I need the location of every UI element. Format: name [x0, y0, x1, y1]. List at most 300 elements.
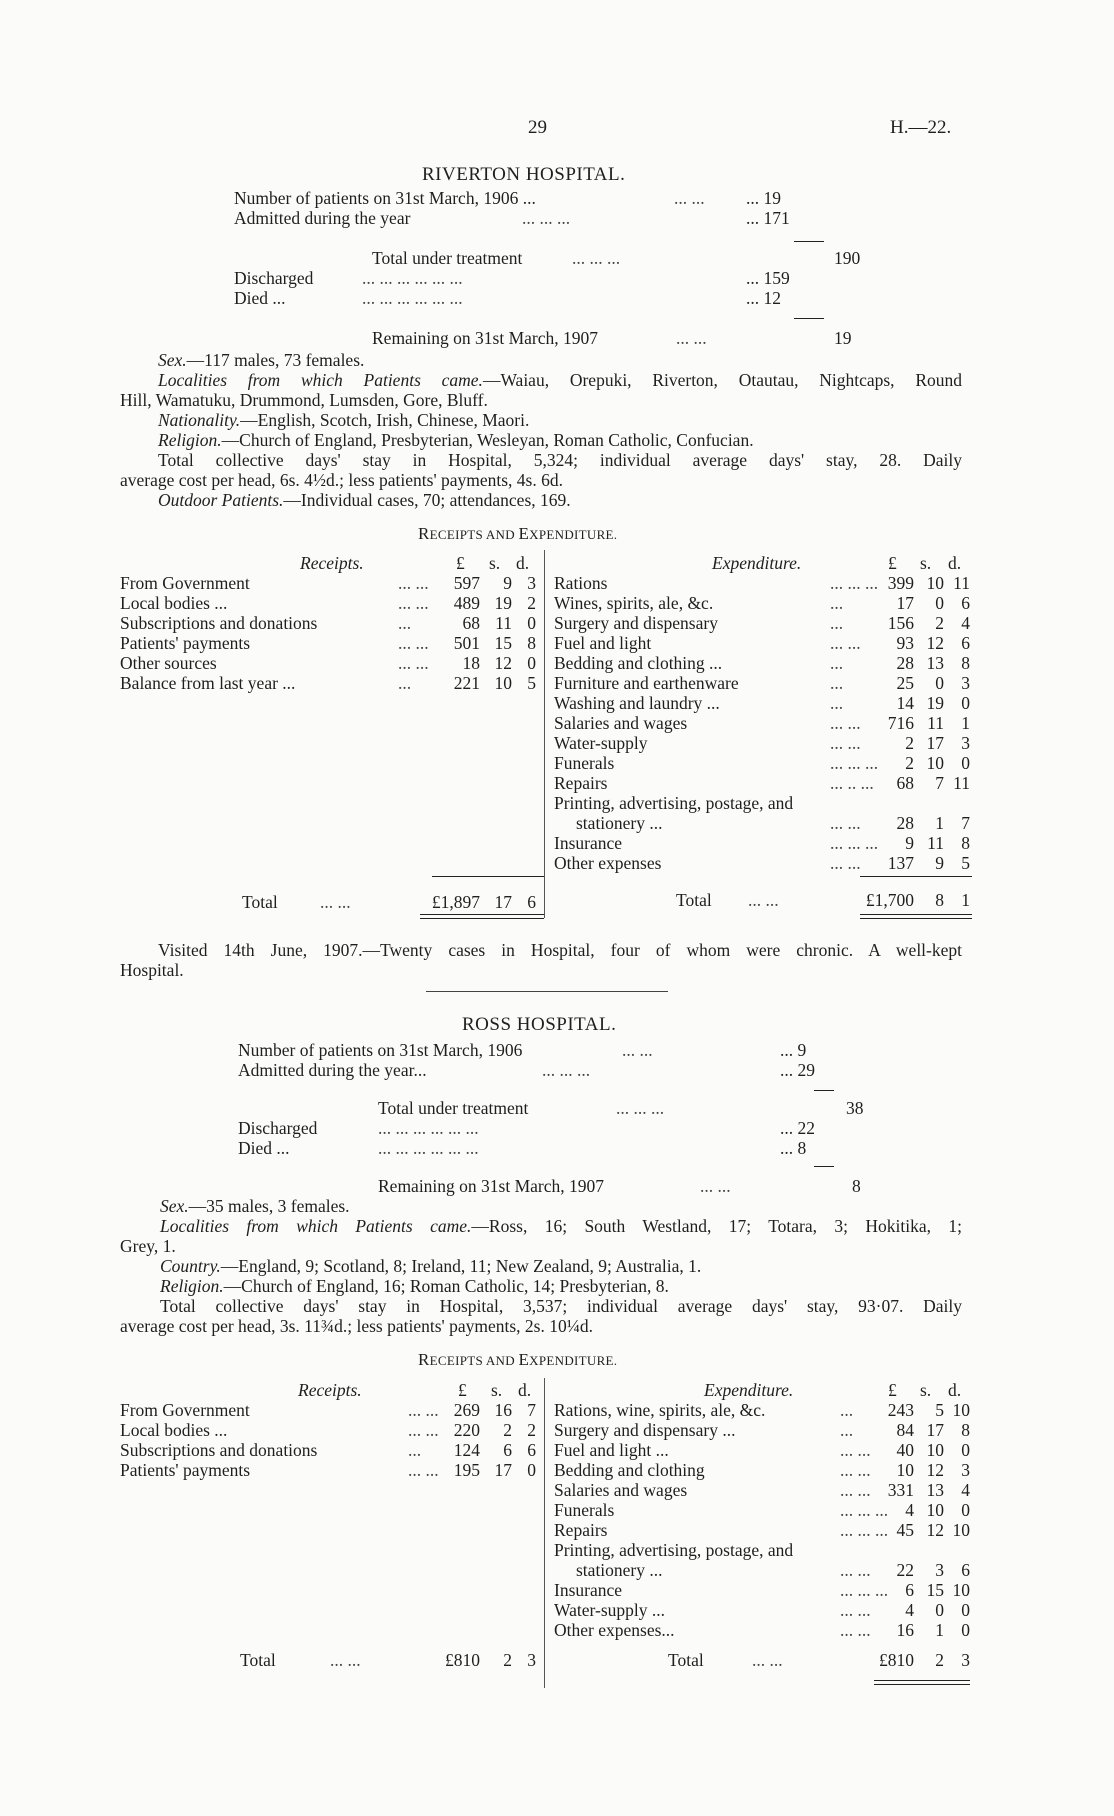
ross-title: ROSS HOSPITAL. — [462, 1014, 617, 1035]
ledger-item-label: Other expenses — [554, 853, 662, 873]
title-initial: R — [418, 524, 430, 543]
ledger-item-dots: ... ... ... — [830, 573, 879, 593]
ledger-item-dots: ... .. ... — [830, 773, 874, 793]
ledger-item-label: Rations, wine, spirits, ale, &c. — [554, 1400, 766, 1420]
ledger-item-pounds: 9 — [905, 833, 914, 853]
ledger-item-shillings: 10 — [494, 673, 512, 693]
ledger-item-shillings: 12 — [494, 653, 512, 673]
ledger-item-pounds: 28 — [896, 653, 914, 673]
ledger-item-label: Wines, spirits, ale, &c. — [554, 593, 714, 613]
riverton-stat-row: Admitted during the year — [234, 208, 411, 228]
riverton-localities-continued: Hill, Wamatuku, Drummond, Lumsden, Gore, Bluff. — [120, 390, 488, 410]
subtotal-rule — [794, 318, 824, 319]
ledger-item-label: Local bodies ... — [120, 593, 228, 613]
receipts-total-pounds: £810 — [445, 1650, 480, 1670]
ledger-item-dots: ... — [830, 613, 844, 633]
double-rule — [860, 914, 972, 915]
ledger-item-shillings: 13 — [926, 653, 944, 673]
ledger-item-dots: ... — [840, 1400, 854, 1420]
ledger-item-shillings: 1 — [935, 1620, 944, 1640]
expenditure-heading: Expenditure. — [704, 1380, 794, 1400]
ross-stat-dots: ... ... ... — [542, 1060, 591, 1080]
ledger-item-pence: 7 — [527, 1400, 536, 1420]
riverton-outdoor-line — [158, 490, 571, 510]
ledger-item-dots: ... ... ... — [840, 1580, 889, 1600]
ledger-item-pence: 8 — [961, 653, 970, 673]
ledger-item-shillings: 12 — [926, 1520, 944, 1540]
title-initial: E — [518, 1350, 530, 1369]
ledger-item-pounds: 220 — [453, 1420, 480, 1440]
ledger-item-pounds: 124 — [453, 1440, 480, 1460]
title-initial: E — [518, 524, 530, 543]
ledger-item-dots: ... ... — [398, 633, 429, 653]
ledger-item-label: Water-supply — [554, 733, 648, 753]
subtotal-rule — [794, 241, 824, 242]
ledger-item-label: Other sources — [120, 653, 217, 673]
ledger-item-label: Insurance — [554, 833, 623, 853]
riverton-stat-dots: ... ... — [674, 188, 705, 208]
col-pounds: £ — [888, 1380, 897, 1400]
ledger-item-pence: 0 — [961, 753, 970, 773]
ledger-item-pounds: 14 — [896, 693, 914, 713]
ledger-item-pounds: 18 — [462, 653, 480, 673]
ledger-item-shillings: 0 — [935, 673, 944, 693]
ledger-item-pounds: 399 — [887, 573, 914, 593]
ledger-item-label: Surgery and dispensary ... — [554, 1420, 736, 1440]
ledger-item-dots: ... ... — [398, 593, 429, 613]
ledger-item-dots: ... — [408, 1440, 422, 1460]
ross-remaining-label: Remaining on 31st March, 1907 — [378, 1176, 605, 1196]
ledger-item-pence: 10 — [952, 1520, 970, 1540]
ross-stat-dots: ... ... — [622, 1040, 653, 1060]
ledger-item-label: Funerals — [554, 753, 615, 773]
ledger-item-shillings: 6 — [503, 1440, 512, 1460]
riverton-visit-line-continued: Hospital. — [120, 960, 184, 980]
ledger-item-pounds: 195 — [453, 1460, 480, 1480]
ledger-item-dots: ... — [830, 673, 844, 693]
ledger-item-label: Fuel and light — [554, 633, 652, 653]
ledger-item-shillings: 19 — [926, 693, 944, 713]
ledger-item-pence: 6 — [961, 1560, 970, 1580]
receipts-total-label: Total — [242, 892, 278, 912]
ross-total-label: Total under treatment — [378, 1098, 529, 1118]
ross-died-value: ... 8 — [780, 1138, 807, 1158]
ross-sex-label: Sex. — [160, 1196, 189, 1216]
expenditure-total-dots: ... ... — [752, 1650, 783, 1670]
ledger-item-dots: ... — [830, 653, 844, 673]
expenditure-total-pounds: £810 — [879, 1650, 914, 1670]
riverton-stat-value: ... 19 — [746, 188, 781, 208]
col-pounds: £ — [456, 553, 465, 573]
ledger-item-label: Repairs — [554, 773, 608, 793]
ledger-item-pence: 10 — [952, 1400, 970, 1420]
ledger-item-dots: ... — [398, 613, 412, 633]
ledger-item-shillings: 0 — [935, 593, 944, 613]
double-rule — [420, 914, 544, 915]
ledger-item-pounds: 2 — [905, 753, 914, 773]
ledger-item-pounds: 45 — [896, 1520, 914, 1540]
ross-discharged-label: Discharged — [238, 1118, 318, 1138]
ledger-item-dots: ... ... — [840, 1560, 871, 1580]
receipts-total-pounds: £1,897 — [431, 892, 480, 912]
ross-stat-value: ... 29 — [780, 1060, 815, 1080]
ross-remaining-dots: ... ... — [700, 1176, 731, 1196]
expenditure-total-pounds: £1,700 — [865, 890, 914, 910]
ross-accounts-title — [418, 1350, 617, 1370]
ross-localities-continued: Grey, 1. — [120, 1236, 176, 1256]
ledger-item-pence: 7 — [961, 813, 970, 833]
ledger-item-pounds: 331 — [887, 1480, 914, 1500]
ledger-item-pounds: 68 — [896, 773, 914, 793]
title-rest: ECEIPTS AND — [429, 1353, 519, 1368]
ross-stat-value: ... 9 — [780, 1040, 807, 1060]
total-rule — [860, 876, 972, 877]
ledger-item-pence: 8 — [527, 633, 536, 653]
riverton-sex-line — [158, 350, 364, 370]
ledger-item-label: Salaries and wages — [554, 713, 688, 733]
ledger-item-pounds: 137 — [887, 853, 914, 873]
riverton-discharged-label: Discharged — [234, 268, 314, 288]
ledger-item-dots: ... ... — [408, 1400, 439, 1420]
ledger-item-pounds: 84 — [896, 1420, 914, 1440]
ledger-item-dots: ... ... — [840, 1460, 871, 1480]
receipts-heading: Receipts. — [300, 553, 364, 573]
ledger-item-pence: 6 — [961, 593, 970, 613]
riverton-religion-text: —Church of England, Presbyterian, Wesleyan, Roman Catholic, Confucian. — [221, 430, 754, 450]
ledger-item-shillings: 9 — [503, 573, 512, 593]
ledger-item-dots: ... ... — [840, 1480, 871, 1500]
col-pence: d. — [948, 553, 962, 573]
ledger-item-shillings: 0 — [935, 1600, 944, 1620]
ledger-item-dots: ... ... — [398, 573, 429, 593]
ledger-item-label: Washing and laundry ... — [554, 693, 720, 713]
expenditure-total-shillings: 8 — [935, 890, 944, 910]
ledger-item-pence: 4 — [961, 1480, 970, 1500]
receipts-heading: Receipts. — [298, 1380, 362, 1400]
ledger-item-pounds: 269 — [453, 1400, 480, 1420]
col-pence: d. — [518, 1380, 532, 1400]
ross-days-line: Total collective days' stay in Hospital, 3,537; individual average days' stay, 93·07. Daily — [160, 1296, 962, 1316]
ross-days-line-continued: average cost per head, 3s. 11¾d.; less patients' payments, 2s. 10¼d. — [120, 1316, 593, 1336]
ledger-item-pence: 1 — [961, 713, 970, 733]
ledger-item-dots: ... ... ... — [840, 1520, 889, 1540]
ledger-item-shillings: 12 — [926, 1460, 944, 1480]
ledger-item-label: Rations — [554, 573, 608, 593]
title-rest: XPENDITURE. — [529, 527, 618, 542]
riverton-stat-row: Number of patients on 31st March, 1906 ... — [234, 188, 536, 208]
riverton-remaining-label: Remaining on 31st March, 1907 — [372, 328, 599, 348]
ledger-item-shillings: 12 — [926, 633, 944, 653]
receipts-total-shillings: 2 — [503, 1650, 512, 1670]
double-rule — [420, 918, 544, 919]
ledger-item-shillings: 10 — [926, 1500, 944, 1520]
expenditure-total-label: Total — [676, 890, 712, 910]
col-shillings: s. — [489, 553, 501, 573]
riverton-discharged-value: ... 159 — [746, 268, 790, 288]
ledger-item-pence: 0 — [527, 1460, 536, 1480]
ross-died-label: Died ... — [238, 1138, 290, 1158]
ledger-item-dots: ... ... — [840, 1440, 871, 1460]
ledger-item-pence: 8 — [961, 1420, 970, 1440]
ledger-item-label: Subscriptions and donations — [120, 613, 318, 633]
ledger-item-shillings: 2 — [935, 613, 944, 633]
receipts-total-dots: ... ... — [330, 1650, 361, 1670]
riverton-localities-label: Localities from which Patients came. — [158, 370, 483, 390]
ledger-item-label: Printing, advertising, postage, and — [554, 793, 794, 813]
ledger-item-pence: 0 — [527, 653, 536, 673]
ledger-item-pounds: 4 — [905, 1500, 914, 1520]
ledger-item-dots: ... — [830, 693, 844, 713]
riverton-localities-line — [158, 370, 962, 390]
ledger-item-pounds: 25 — [896, 673, 914, 693]
ledger-item-shillings: 10 — [926, 573, 944, 593]
receipts-total-pence: 6 — [527, 892, 536, 912]
ross-sex-text: —35 males, 3 females. — [188, 1196, 350, 1216]
riverton-sex-text: —117 males, 73 females. — [186, 350, 365, 370]
riverton-religion-label: Religion. — [158, 430, 222, 450]
ledger-item-dots: ... — [840, 1420, 854, 1440]
ledger-item-shillings: 17 — [926, 733, 944, 753]
receipts-total-dots: ... ... — [320, 892, 351, 912]
expenditure-heading: Expenditure. — [712, 553, 802, 573]
document-reference: H.—22. — [890, 117, 952, 138]
ledger-item-dots: ... ... ... — [830, 753, 879, 773]
ledger-item-shillings: 17 — [926, 1420, 944, 1440]
double-rule — [874, 1684, 970, 1685]
ledger-item-pence: 8 — [961, 833, 970, 853]
ledger-item-shillings: 3 — [935, 1560, 944, 1580]
ledger-item-dots: ... ... — [830, 813, 861, 833]
ledger-item-dots: ... — [830, 593, 844, 613]
title-initial: R — [418, 1350, 430, 1369]
ledger-item-label: Water-supply ... — [554, 1600, 665, 1620]
ledger-item-shillings: 16 — [494, 1400, 512, 1420]
ledger-item-label: Other expenses... — [554, 1620, 675, 1640]
ledger-item-shillings: 11 — [495, 613, 512, 633]
ledger-item-shillings: 2 — [503, 1420, 512, 1440]
ledger-item-label: Repairs — [554, 1520, 608, 1540]
riverton-died-label: Died ... — [234, 288, 286, 308]
ledger-item-dots: ... ... — [408, 1460, 439, 1480]
expenditure-total-label: Total — [668, 1650, 704, 1670]
ross-discharged-dots: ... ... ... ... ... ... — [378, 1118, 479, 1138]
ledger-item-dots: ... ... — [840, 1600, 871, 1620]
ledger-item-pence: 3 — [961, 1460, 970, 1480]
riverton-died-dots: ... ... ... ... ... ... — [362, 288, 463, 308]
ledger-item-pence: 2 — [527, 1420, 536, 1440]
ledger-item-shillings: 10 — [926, 1440, 944, 1460]
ledger-item-pounds: 22 — [896, 1560, 914, 1580]
col-pounds: £ — [888, 553, 897, 573]
expenditure-total-shillings: 2 — [935, 1650, 944, 1670]
ledger-item-label: Balance from last year ... — [120, 673, 296, 693]
ross-remaining-value: 8 — [852, 1176, 861, 1196]
ledger-item-dots: ... ... — [830, 633, 861, 653]
ledger-item-label: stationery ... — [576, 1560, 663, 1580]
expenditure-total-dots: ... ... — [748, 890, 779, 910]
ledger-item-pounds: 243 — [887, 1400, 914, 1420]
ross-religion-line — [160, 1276, 669, 1296]
ledger-item-pence: 5 — [527, 673, 536, 693]
col-shillings: s. — [491, 1380, 503, 1400]
ledger-item-shillings: 13 — [926, 1480, 944, 1500]
ledger-item-label: stationery ... — [576, 813, 663, 833]
ledger-item-dots: ... ... — [830, 713, 861, 733]
ledger-item-dots: ... ... — [408, 1420, 439, 1440]
ross-country-line — [160, 1256, 701, 1276]
receipts-total-pence: 3 — [527, 1650, 536, 1670]
col-shillings: s. — [920, 553, 932, 573]
double-rule — [874, 1680, 970, 1681]
page-number: 29 — [528, 117, 547, 138]
ledger-item-dots: ... ... — [840, 1620, 871, 1640]
ledger-item-label: Salaries and wages — [554, 1480, 688, 1500]
riverton-accounts-title — [418, 524, 617, 544]
ledger-item-label: Local bodies ... — [120, 1420, 228, 1440]
ledger-item-shillings: 10 — [926, 753, 944, 773]
ledger-item-pounds: 16 — [896, 1620, 914, 1640]
riverton-days-line: Total collective days' stay in Hospital, 5,324; individual average days' stay, 28. Daily — [158, 450, 962, 470]
ledger-item-pence: 0 — [961, 1500, 970, 1520]
ledger-item-pence: 6 — [527, 1440, 536, 1460]
double-rule — [860, 918, 972, 919]
riverton-outdoor-text: —Individual cases, 70; attendances, 169. — [283, 490, 571, 510]
riverton-nationality-text: —English, Scotch, Irish, Chinese, Maori. — [240, 410, 530, 430]
riverton-total-label: Total under treatment — [372, 248, 523, 268]
ledger-item-dots: ... ... ... — [830, 833, 879, 853]
column-divider — [544, 550, 545, 918]
ross-religion-label: Religion. — [160, 1276, 224, 1296]
section-separator — [426, 991, 668, 992]
ledger-item-pence: 11 — [953, 773, 970, 793]
ledger-item-pence: 4 — [961, 613, 970, 633]
riverton-visit-line: Visited 14th June, 1907.—Twenty cases in Hospital, four of whom were chronic. A well-kept — [158, 940, 962, 960]
ledger-item-pounds: 501 — [453, 633, 480, 653]
ledger-item-label: Furniture and earthenware — [554, 673, 739, 693]
ledger-item-label: Surgery and dispensary — [554, 613, 718, 633]
ross-localities-text: —Ross, 16; South Westland, 17; Totara, 3; Hokitika, 1; — [471, 1216, 962, 1236]
ledger-item-label: From Government — [120, 573, 250, 593]
riverton-remaining-value: 19 — [834, 328, 852, 348]
ledger-item-dots: ... ... ... — [840, 1500, 889, 1520]
ross-religion-text: —Church of England, 16; Roman Catholic, 14; Presbyterian, 8. — [223, 1276, 669, 1296]
expenditure-total-pence: 1 — [961, 890, 970, 910]
ledger-item-pence: 0 — [961, 693, 970, 713]
ledger-item-pounds: 68 — [462, 613, 480, 633]
ross-stat-row: Admitted during the year... — [238, 1060, 427, 1080]
riverton-days-line-continued: average cost per head, 6s. 4½d.; less patients' payments, 4s. 6d. — [120, 470, 563, 490]
ross-discharged-value: ... 22 — [780, 1118, 815, 1138]
ledger-item-pence: 3 — [527, 573, 536, 593]
ledger-item-pence: 11 — [953, 573, 970, 593]
riverton-discharged-dots: ... ... ... ... ... ... — [362, 268, 463, 288]
ledger-item-pence: 3 — [961, 733, 970, 753]
ledger-item-dots: ... ... — [398, 653, 429, 673]
ledger-item-shillings: 15 — [926, 1580, 944, 1600]
ross-localities-line — [160, 1216, 962, 1236]
riverton-sex-label: Sex. — [158, 350, 187, 370]
column-divider — [544, 1378, 545, 1688]
ledger-item-pence: 0 — [961, 1600, 970, 1620]
riverton-outdoor-label: Outdoor Patients. — [158, 490, 284, 510]
riverton-localities-text: —Waiau, Orepuki, Riverton, Otautau, Nightcaps, Round — [482, 370, 962, 390]
ledger-item-label: Patients' payments — [120, 633, 251, 653]
riverton-stat-value: ... 171 — [746, 208, 790, 228]
ledger-item-label: Bedding and clothing ... — [554, 653, 723, 673]
ledger-item-label: Fuel and light ... — [554, 1440, 669, 1460]
ledger-item-label: Patients' payments — [120, 1460, 251, 1480]
ledger-item-pounds: 716 — [887, 713, 914, 733]
ledger-item-pounds: 17 — [896, 593, 914, 613]
ledger-item-pence: 3 — [961, 673, 970, 693]
ledger-item-dots: ... ... — [830, 853, 861, 873]
title-rest: ECEIPTS AND — [429, 527, 519, 542]
ledger-item-shillings: 15 — [494, 633, 512, 653]
ledger-item-pounds: 28 — [896, 813, 914, 833]
ledger-item-dots: ... ... — [830, 733, 861, 753]
ledger-item-pounds: 2 — [905, 733, 914, 753]
receipts-total-shillings: 17 — [494, 892, 512, 912]
ledger-item-label: From Government — [120, 1400, 250, 1420]
riverton-nationality-line — [158, 410, 529, 430]
riverton-title: RIVERTON HOSPITAL. — [422, 164, 626, 185]
col-pence: d. — [516, 553, 530, 573]
expenditure-total-pence: 3 — [961, 1650, 970, 1670]
ledger-item-pence: 5 — [961, 853, 970, 873]
riverton-died-value: ... 12 — [746, 288, 781, 308]
ross-stat-row: Number of patients on 31st March, 1906 — [238, 1040, 523, 1060]
ross-localities-label: Localities from which Patients came. — [160, 1216, 472, 1236]
riverton-total-value: 190 — [834, 248, 861, 268]
ledger-item-shillings: 11 — [927, 713, 944, 733]
ross-total-dots: ... ... ... — [616, 1098, 665, 1118]
title-rest: XPENDITURE. — [529, 1353, 618, 1368]
ledger-item-pence: 0 — [961, 1440, 970, 1460]
riverton-nationality-label: Nationality. — [158, 410, 241, 430]
ledger-item-pounds: 93 — [896, 633, 914, 653]
ledger-item-shillings: 17 — [494, 1460, 512, 1480]
ledger-item-pounds: 489 — [453, 593, 480, 613]
ledger-item-pence: 6 — [961, 633, 970, 653]
ledger-item-pence: 0 — [527, 613, 536, 633]
ledger-item-label: Printing, advertising, postage, and — [554, 1540, 794, 1560]
ledger-item-pounds: 221 — [453, 673, 480, 693]
riverton-stat-dots: ... ... ... — [522, 208, 571, 228]
riverton-remaining-dots: ... ... — [676, 328, 707, 348]
subtotal-rule — [814, 1166, 834, 1167]
col-pounds: £ — [458, 1380, 467, 1400]
ledger-item-pence: 2 — [527, 593, 536, 613]
subtotal-rule — [814, 1090, 834, 1091]
ledger-item-shillings: 1 — [935, 813, 944, 833]
ledger-item-shillings: 11 — [927, 833, 944, 853]
ledger-item-pounds: 4 — [905, 1600, 914, 1620]
ledger-item-shillings: 5 — [935, 1400, 944, 1420]
ledger-item-pounds: 40 — [896, 1440, 914, 1460]
ross-total-value: 38 — [846, 1098, 864, 1118]
total-rule — [432, 876, 544, 877]
ledger-item-label: Funerals — [554, 1500, 615, 1520]
riverton-religion-line — [158, 430, 754, 450]
ledger-item-dots: ... — [398, 673, 412, 693]
ledger-item-label: Insurance — [554, 1580, 623, 1600]
ledger-item-pounds: 10 — [896, 1460, 914, 1480]
ross-country-text: —England, 9; Scotland, 8; Ireland, 11; New Zealand, 9; Australia, 1. — [220, 1256, 702, 1276]
ledger-item-label: Bedding and clothing — [554, 1460, 705, 1480]
riverton-total-dots: ... ... ... — [572, 248, 621, 268]
ledger-item-shillings: 9 — [935, 853, 944, 873]
ross-died-dots: ... ... ... ... ... ... — [378, 1138, 479, 1158]
